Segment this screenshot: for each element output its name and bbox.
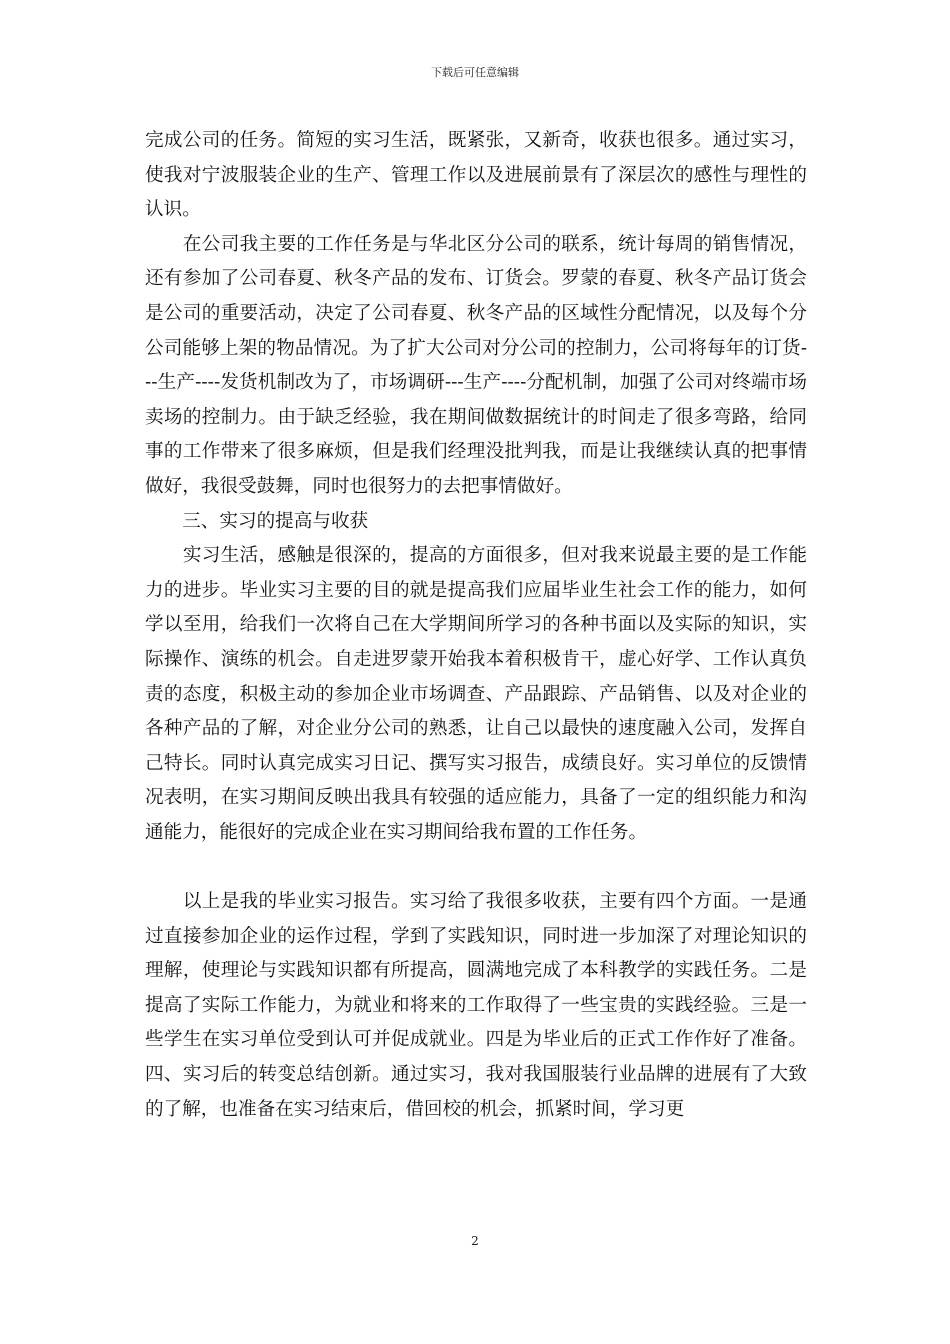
section-heading-improvement: 三、实习的提高与收获 xyxy=(145,510,369,532)
blank-line xyxy=(145,850,807,885)
paragraph-work-tasks: 在公司我主要的工作任务是与华北区分公司的联系，统计每周的销售情况，还有参加了公司春夏、秋冬产品的发布、订货会。罗蒙的春夏、秋冬产品订货会是公司的重要活动，决定了公司春夏、秋冬产品的区域性分配情况，以及每个分公司能够上架的物品情况。为了扩大公司对分公司的控制力，公司将每年的订货---生产----发货机制改为了，市场调研---生产----分配机制，加强了公司对终端市场卖场的控制力。由于缺乏经验，我在期间做数据统计的时间走了很多弯路，给同事的工作带来了很多麻烦，但是我们经理没批判我，而是让我继续认真的把事情做好，我很受鼓舞，同时也很努力的去把事情做好。 xyxy=(145,233,807,497)
paragraph-summary: 以上是我的毕业实习报告。实习给了我很多收获，主要有四个方面。一是通过直接参加企业的运作过程，学到了实践知识，同时进一步加深了对理论知识的理解，使理论与实践知识都有所提高，圆满地完成了本科教学的实践任务。二是提高了实际工作能力，为就业和将来的工作取得了一些宝贵的实践经验。三是一些学生在实习单位受到认可并促成就业。四是为毕业后的正式工作作好了准备。四、实习后的转变总结创新。通过实习，我对我国服装行业品牌的进展有了大致的了解，也准备在实习结束后，借回校的机会，抓紧时间，学习更 xyxy=(145,891,807,1120)
paragraph-improvement: 实习生活，感触是很深的，提高的方面很多，但对我来说最主要的是工作能力的进步。毕业实习主要的目的就是提高我们应届毕业生社会工作的能力，如何学以至用，给我们一次将自己在大学期间所学习的各种书面以及实际的知识，实际操作、演练的机会。自走进罗蒙开始我本着积极肯干，虚心好学、工作认真负责的态度，积极主动的参加企业市场调查、产品跟踪、产品销售、以及对企业的各种产品的了解，对企业分公司的熟悉，让自己以最快的速度融入公司，发挥自己特长。同时认真完成实习日记、撰写实习报告，成绩良好。实习单位的反馈情况表明，在实习期间反映出我具有较强的适应能力，具备了一定的组织能力和沟通能力，能很好的完成企业在实习期间给我布置的工作任务。 xyxy=(145,545,807,843)
page-number: 2 xyxy=(471,1234,479,1248)
document-body xyxy=(145,124,807,1127)
paragraph-intro: 完成公司的任务。简短的实习生活，既紧张，又新奇，收获也很多。通过实习，使我对宁波服装企业的生产、管理工作以及进展前景有了深层次的感性与理性的认识。 xyxy=(145,130,807,221)
page-header: 下载后可任意编辑 xyxy=(431,66,519,79)
